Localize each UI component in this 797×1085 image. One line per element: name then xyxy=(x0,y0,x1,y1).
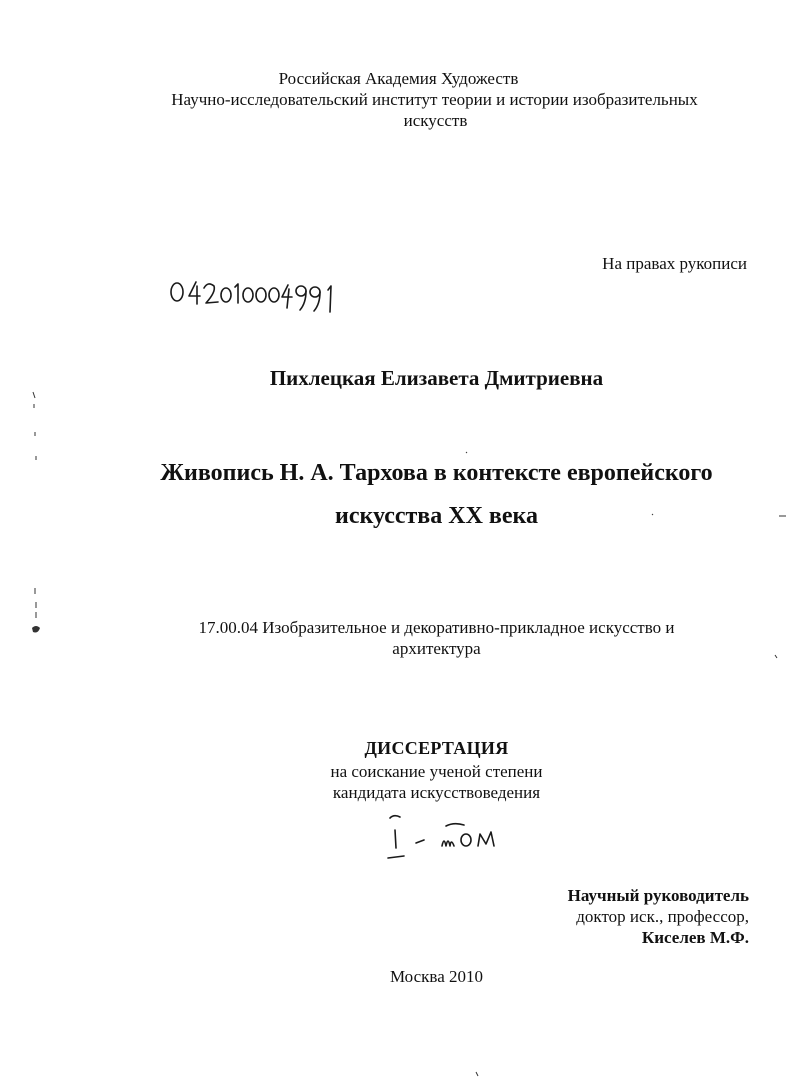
institution-name: Российская Академия Художеств xyxy=(278,69,519,88)
ink-speck xyxy=(32,626,40,633)
degree-line-2: кандидата искусствоведения xyxy=(332,783,541,802)
supervisor-name: Киселев М.Ф. xyxy=(641,928,749,947)
manuscript-rights-note: На правах рукописи xyxy=(602,254,747,273)
title-line-1: Живопись Н. А. Тархова в контексте европейского xyxy=(160,460,713,486)
city-year: Москва 2010 xyxy=(389,967,484,986)
specialty-line-1: 17.00.04 Изобразительное и декоративно-прикладное искусство и xyxy=(198,618,675,637)
degree-line-1: на соискание ученой степени xyxy=(330,762,543,781)
title-line-2: искусства XX века xyxy=(334,503,539,529)
supervisor-heading: Научный руководитель xyxy=(567,886,749,905)
institute-name: Научно-исследовательский институт теории и истории изобразительных xyxy=(171,90,698,109)
institute-name-cont: искусств xyxy=(403,111,468,130)
dissertation-heading: ДИССЕРТАЦИЯ xyxy=(364,738,509,758)
specialty-line-2: архитектура xyxy=(392,639,481,658)
author-name: Пихлецкая Елизавета Дмитриевна xyxy=(269,366,604,390)
supervisor-title: доктор иск., профессор, xyxy=(576,907,749,926)
